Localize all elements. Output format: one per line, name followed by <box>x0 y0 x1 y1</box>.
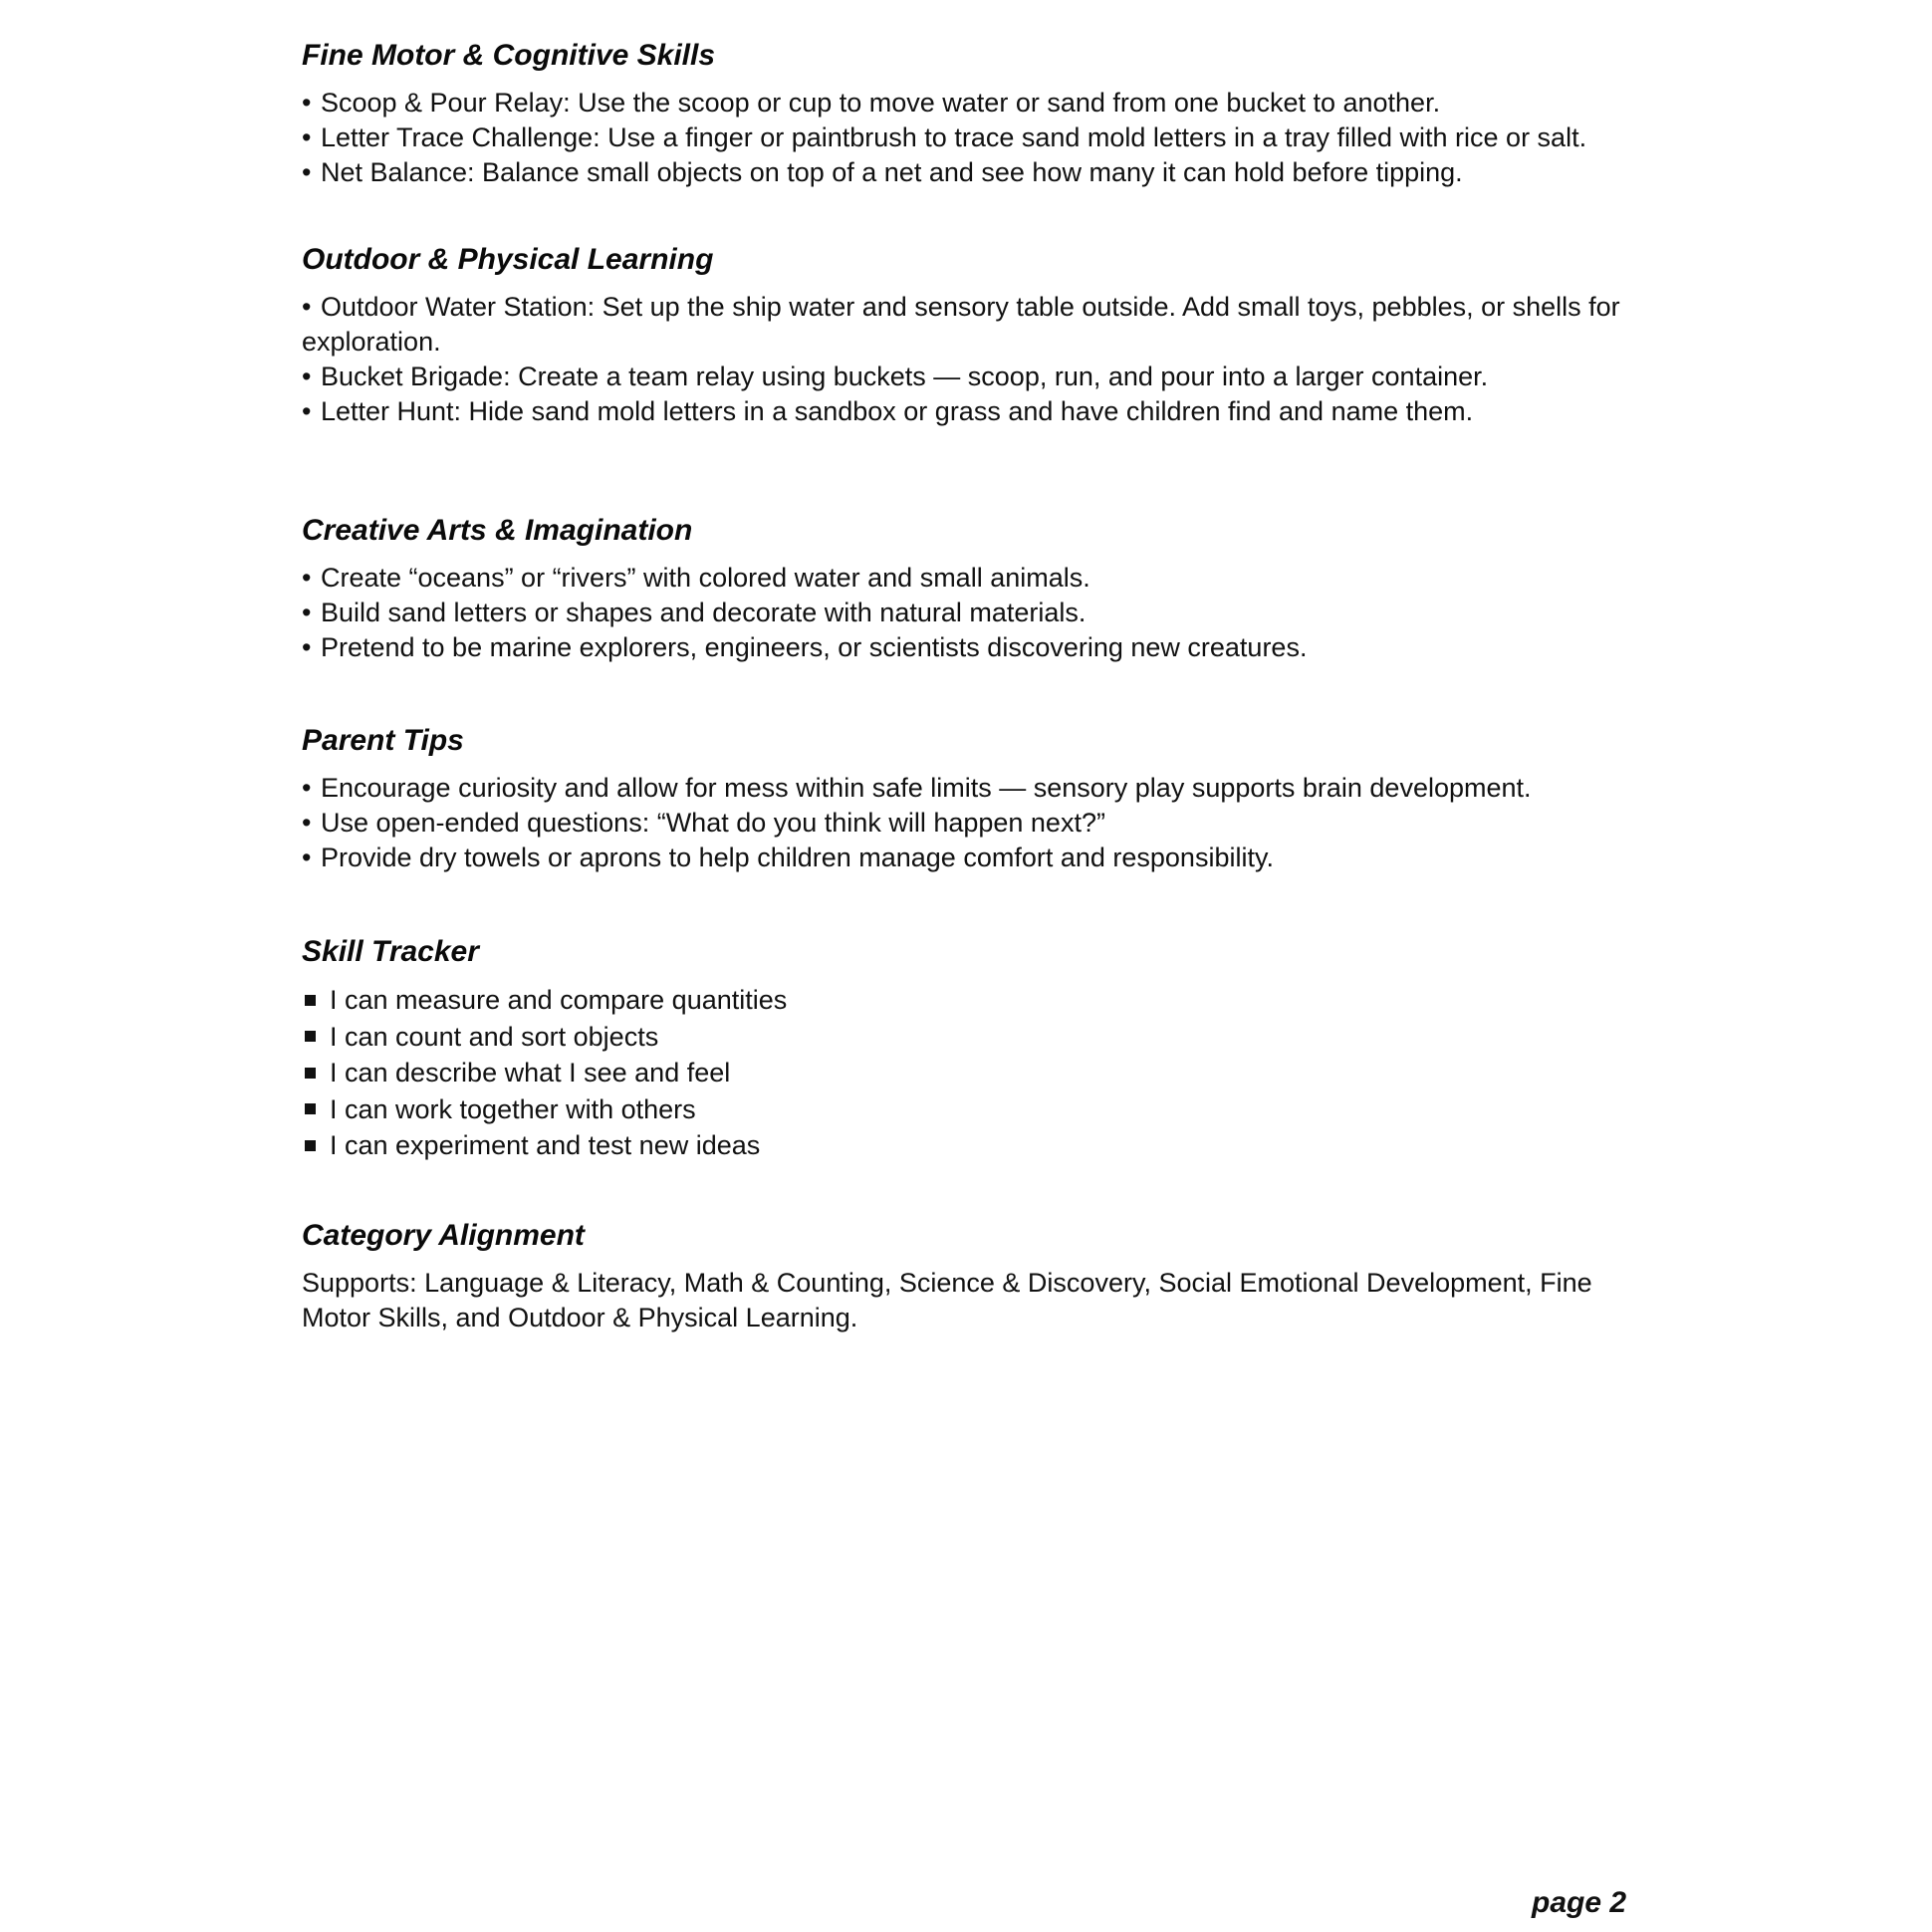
list-item: • Outdoor Water Station: Set up the ship water and sensory table outside. Add small toys, pebbles, or shells for exploration. <box>302 292 1620 357</box>
category-alignment-section <box>302 1216 1636 1335</box>
section-title-creative-arts: Creative Arts & Imagination <box>302 514 693 547</box>
section-title-parent-tips: Parent Tips <box>302 724 464 757</box>
parent-tips-list <box>302 771 1636 875</box>
list-item: • Build sand letters or shapes and decorate with natural materials. <box>302 598 1087 627</box>
bullet-icon: • <box>302 396 312 426</box>
list-item: • Letter Trace Challenge: Use a finger or paintbrush to trace sand mold letters in a tray filled with rice or salt. <box>302 122 1587 152</box>
list-item: • Bucket Brigade: Create a team relay using buckets — scoop, run, and pour into a larger container. <box>302 362 1489 391</box>
list-item: • Net Balance: Balance small objects on top of a net and see how many it can hold before tipping. <box>302 157 1463 187</box>
fine-motor-list <box>302 86 1636 190</box>
bullet-icon: • <box>302 598 312 627</box>
category-alignment-text: Supports: Language & Literacy, Math & Counting, Science & Discovery, Social Emotional Development, Fine Motor Skills, and Outdoor & Physical Learning. <box>302 1267 1592 1332</box>
bullet-icon: • <box>302 362 312 391</box>
section-title-skill-tracker: Skill Tracker <box>302 935 479 968</box>
tracker-item: I can count and sort objects <box>302 1019 1636 1056</box>
tracker-item: I can experiment and test new ideas <box>302 1127 1636 1164</box>
skill-tracker-list <box>302 982 1636 1164</box>
tracker-item: I can work together with others <box>302 1091 1636 1128</box>
square-bullet-icon <box>305 1140 316 1151</box>
parent-tips-section <box>302 721 1636 875</box>
outdoor-list <box>302 290 1636 429</box>
section-title-category-alignment: Category Alignment <box>302 1218 585 1252</box>
square-bullet-icon <box>305 1103 316 1114</box>
bullet-icon: • <box>302 292 312 322</box>
outdoor-section <box>302 240 1636 429</box>
bullet-icon: • <box>302 632 312 662</box>
section-title-fine-motor: Fine Motor & Cognitive Skills <box>302 39 716 72</box>
list-item: • Use open-ended questions: “What do you think will happen next?” <box>302 808 1105 838</box>
creative-arts-section <box>302 511 1636 665</box>
bullet-icon: • <box>302 773 312 803</box>
square-bullet-icon <box>305 1068 316 1079</box>
square-bullet-icon <box>305 1031 316 1042</box>
list-item: • Create “oceans” or “rivers” with colored water and small animals. <box>302 563 1090 593</box>
list-item: • Pretend to be marine explorers, engineers, or scientists discovering new creatures. <box>302 632 1308 662</box>
list-item: • Letter Hunt: Hide sand mold letters in a sandbox or grass and have children find and name them. <box>302 396 1474 426</box>
bullet-icon: • <box>302 157 312 187</box>
tracker-item: I can measure and compare quantities <box>302 982 1636 1019</box>
document-page <box>302 36 1636 1335</box>
section-title-outdoor: Outdoor & Physical Learning <box>302 243 714 276</box>
bullet-icon: • <box>302 843 312 872</box>
tracker-item: I can describe what I see and feel <box>302 1055 1636 1091</box>
list-item: • Scoop & Pour Relay: Use the scoop or cup to move water or sand from one bucket to another. <box>302 88 1441 118</box>
list-item: • Provide dry towels or aprons to help children manage comfort and responsibility. <box>302 843 1274 872</box>
bullet-icon: • <box>302 808 312 838</box>
bullet-icon: • <box>302 88 312 118</box>
list-item: • Encourage curiosity and allow for mess within safe limits — sensory play supports brain development. <box>302 773 1532 803</box>
fine-motor-section <box>302 36 1636 190</box>
bullet-icon: • <box>302 122 312 152</box>
creative-arts-list <box>302 561 1636 665</box>
square-bullet-icon <box>305 995 316 1006</box>
bullet-icon: • <box>302 563 312 593</box>
page-number: page 2 <box>1532 1886 1627 1919</box>
skill-tracker-section <box>302 932 1636 1164</box>
